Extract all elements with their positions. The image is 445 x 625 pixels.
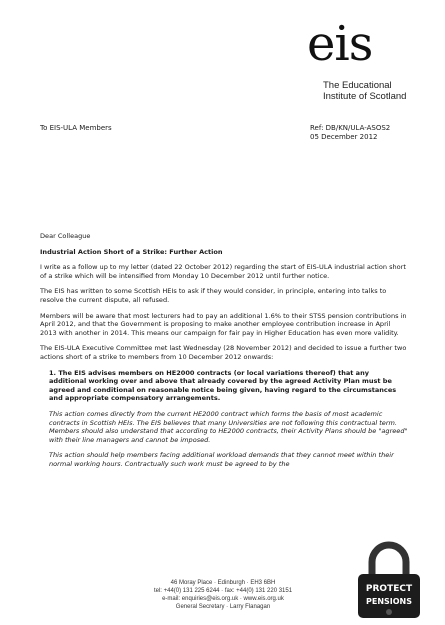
organisation-name [323,80,423,102]
logo-wordmark: eis [307,16,373,72]
footer-address [108,579,338,611]
paragraph-2: The EIS has written to some Scottish HEIs to ask if they would consider, in principle, entering into talks to resolve the current dispute, all refused. [40,287,387,304]
letter-date: 05 December 2012 [310,133,378,141]
paragraph-3: Members will be aware that most lecturers had to pay an additional 1.6% to their STSS pension contributions in April 2012, and that the Government is proposing to make another employee contribution increase in April 2013 with another in 2014. This means our campaign for fair pay in Higher Education has even more validity. [40,311,407,337]
footer-street: 46 Moray Place · Edinburgh · EH3 6BH [170,580,276,586]
salutation: Dear Colleague [40,232,91,240]
footer-email: e-mail: enquiries@eis.org.uk · www.eis.org.uk [162,596,284,602]
org-line-1: The Educational [323,80,392,91]
org-line-2: Institute of Scotland [323,91,407,102]
action-1: 1. The EIS advises members on HE2000 contracts (or local variations thereof) that any additional working over and above that already covered by the agreed Activity Plan must be agreed and conditional on reasonable notice being given, having regard to the circumstances and appropriate compensatory arrangements. [49,368,397,403]
subject-line: Industrial Action Short of a Strike: Further Action [40,247,223,256]
reference-block [310,124,390,142]
action-1-explanation-2: This action should help members facing additional workload demands that they cannot meet within their normal working hours. Contractually such work must be agreed to by the [49,451,394,468]
footer-phone: tel: +44(0) 131 225 6244 · fax: +44(0) 131 220 3151 [153,588,293,594]
paragraph-4: The EIS-ULA Executive Committee met last Wednesday (28 November 2012) and decided to issue a further two actions short of a strike to members from 10 December 2012 onwards: [40,344,407,361]
badge-line-2: PENSIONS [365,597,413,606]
paragraph-1: I write as a follow up to my letter (dated 22 October 2012) regarding the start of EIS-ULA industrial action short of a strike which will be intensified from Monday 10 December 2012 until further notice. [40,263,406,280]
protect-pensions-padlock-icon [352,540,426,620]
letter-body [40,232,408,475]
reference-code: Ref: DB/KN/ULA-ASOS2 [310,124,391,132]
recipient-line: To EIS-ULA Members [40,124,112,132]
action-1-explanation: This action comes directly from the current HE2000 contract which forms the basis of most academic contracts in Scottish HEIs. The EIS believes that many Universities are not following this contractual term. Members should also understand that according to HE2000 contracts, their Activity Plans should be "agreed" with their line managers and cannot be imposed. [49,409,408,444]
footer-secretary: General Secretary · Larry Flanagan [175,604,271,610]
badge-line-1: PROTECT [365,584,413,594]
